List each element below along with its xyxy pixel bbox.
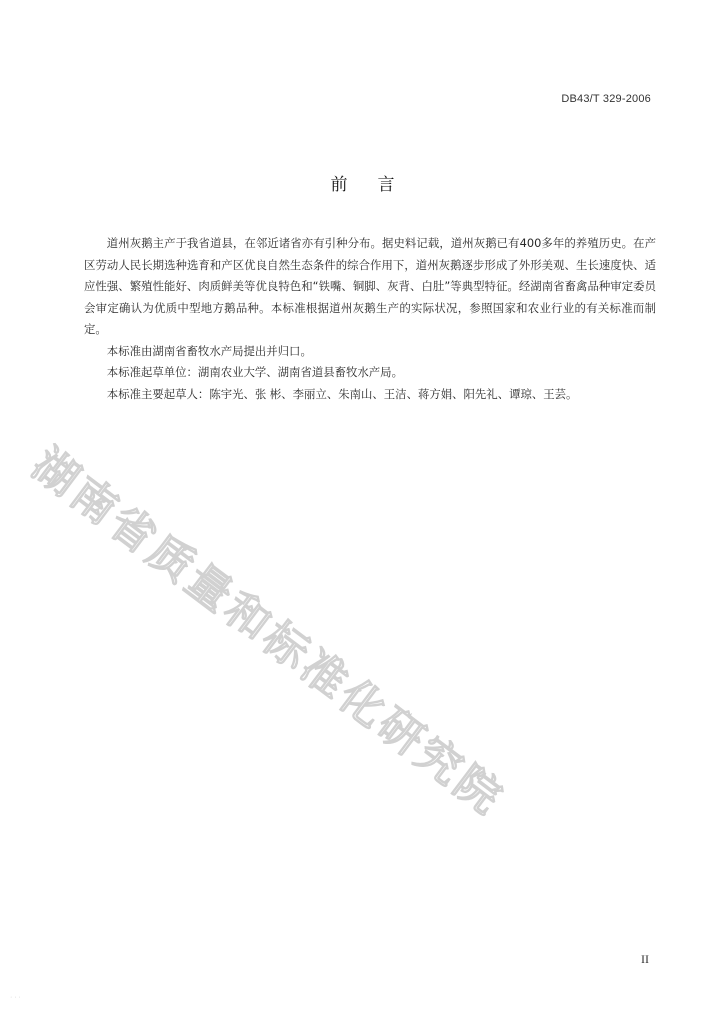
page-number: II (641, 952, 649, 966)
paragraph-drafting-unit: 本标准起草单位：湖南农业大学、湖南省道县畜牧水产局。 (106, 365, 403, 379)
watermark: 湖南省质量和标准化研究院 (22, 438, 514, 827)
paragraph-intro: 道州灰鹅主产于我省道县，在邻近诸省亦有引种分布。据史料记载，道州灰鹅已有400多年的养殖历史。在产区劳动人民长期选种选育和产区优良自然生态条件的综合作用下，道州灰鹅逐步形成了外形美观、生长速度快、适应性强、繁殖性能好、肉质鲜美等优良特色和“铁嘴、铜脚、灰背、白肚”等典型特征。经湖南省畜禽品种审定委员会审定确认为优质中型地方鹅品种。本标准根据道州灰鹅生产的实际状况，参照国家和农业行业的有关标准而制定。 (84, 236, 656, 336)
paragraph-proposer: 本标准由湖南省畜牧水产局提出并归口。 (106, 343, 312, 358)
scan-mark: · · · (10, 994, 21, 1001)
paragraph-drafters: 本标准主要起草人：陈宇光、张 彬、李丽立、朱南山、王洁、蒋方娟、阳先礼、谭琼、王芸。 (106, 386, 578, 401)
foreword-body (84, 233, 656, 405)
page-title: 前言 (330, 175, 425, 195)
document-code: DB43/T 329-2006 (561, 93, 651, 105)
